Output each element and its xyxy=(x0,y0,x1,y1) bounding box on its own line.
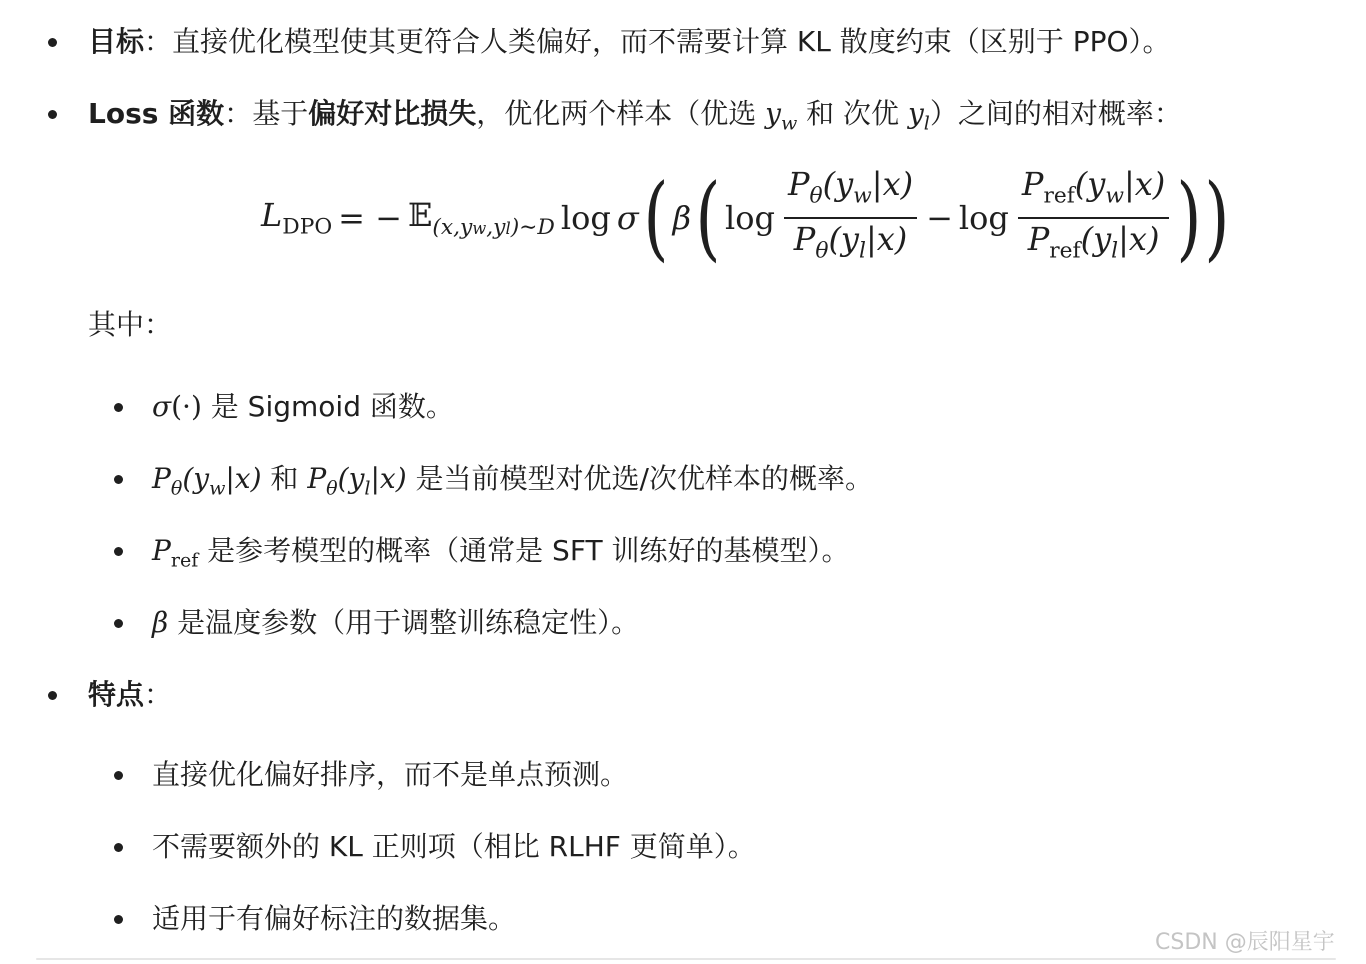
goal-text: 直接优化模型使其更符合人类偏好，而不需要计算 KL 散度约束（区别于 PPO）。 xyxy=(172,25,1171,58)
sub-item-text: 和 xyxy=(261,462,308,495)
loss-text-d: ）之间的相对概率： xyxy=(929,97,1182,130)
fraction-numerator: $P_\theta(y_w|x)$ xyxy=(787,165,914,209)
loss-bold-term: 偏好对比损失 xyxy=(308,97,477,130)
colon: ： xyxy=(144,678,173,711)
bullet-dot xyxy=(48,110,57,119)
sub-bullet-dot xyxy=(114,843,123,852)
sub-item-text: 是 Sigmoid 函数。 xyxy=(201,390,454,423)
formula-sigma: σ xyxy=(616,199,639,237)
math-beta: β xyxy=(152,606,169,639)
colon: ： xyxy=(224,97,253,130)
feature-item: 不需要额外的 KL 正则项（相比 RLHF 更简单）。 xyxy=(152,830,756,863)
sub-bullet-dot xyxy=(114,547,123,556)
bullet-dot xyxy=(48,691,57,700)
math-p-ref: $P_{ref}$ xyxy=(152,534,199,572)
right-paren: ) xyxy=(1176,164,1202,271)
where-label: 其中： xyxy=(88,308,173,341)
features-line xyxy=(88,675,172,715)
fraction-policy xyxy=(784,164,917,271)
loss-line xyxy=(88,94,1182,144)
math-yl: $y_l$ xyxy=(907,97,930,135)
sub-item-text: 是参考模型的概率（通常是 SFT 训练好的基模型）。 xyxy=(198,534,850,567)
colon: ： xyxy=(144,25,173,58)
sub-bullet-dot xyxy=(114,619,123,628)
formula-log1: log xyxy=(724,199,775,237)
loss-text-b: ，优化两个样本（优选 xyxy=(476,97,766,130)
formula-minus: − xyxy=(926,199,953,237)
fraction-numerator: $P_{ref}(y_w|x)$ xyxy=(1021,165,1166,209)
fraction-denominator: $P_\theta(y_l|x)$ xyxy=(793,220,908,264)
sub-item-beta xyxy=(152,603,639,643)
goal-line xyxy=(88,22,1171,62)
watermark: CSDN @辰阳星宇 xyxy=(1155,930,1335,955)
loss-text-c: 和 次优 xyxy=(797,97,908,130)
formula-lhs: $L_{DPO}$ xyxy=(261,196,333,240)
bullet-dot xyxy=(48,38,57,47)
sub-bullet-dot xyxy=(114,475,123,484)
loss-label: Loss 函数 xyxy=(88,97,225,130)
sub-item-sigma xyxy=(152,387,454,427)
formula-log2: log xyxy=(958,199,1009,237)
left-paren: ( xyxy=(695,164,721,271)
math-p-theta-yw: $P_\theta(y_w|x)$ xyxy=(152,462,262,500)
feature-item: 直接优化偏好排序，而不是单点预测。 xyxy=(152,758,629,791)
loss-text-a: 基于 xyxy=(252,97,309,130)
sub-item-p-theta xyxy=(152,459,873,509)
bottom-divider xyxy=(36,958,1336,960)
sub-item-text: 是当前模型对优选/次优样本的概率。 xyxy=(406,462,873,495)
formula-beta: β xyxy=(672,199,692,237)
sub-bullet-dot xyxy=(114,403,123,412)
math-arg: (·) xyxy=(171,390,202,423)
sub-bullet-dot xyxy=(114,771,123,780)
formula-log: log xyxy=(560,199,611,237)
formula-expectation: 𝔼$_{(x,yw,yl)\sim D}$ xyxy=(407,196,555,240)
fraction-reference xyxy=(1018,164,1169,271)
math-p-theta-yl: $P_\theta(y_l|x)$ xyxy=(307,462,407,500)
left-paren: ( xyxy=(643,164,669,271)
dpo-loss-formula xyxy=(258,164,1231,271)
sub-item-text: 是温度参数（用于调整训练稳定性）。 xyxy=(168,606,640,639)
formula-eq: = − xyxy=(338,199,402,237)
math-sigma: σ xyxy=(152,390,172,423)
right-paren: ) xyxy=(1204,164,1230,271)
fraction-denominator: $P_{ref}(y_l|x)$ xyxy=(1027,220,1160,264)
feature-item: 适用于有偏好标注的数据集。 xyxy=(152,902,517,935)
features-label: 特点 xyxy=(88,678,145,711)
goal-label: 目标 xyxy=(88,25,145,58)
sub-bullet-dot xyxy=(114,915,123,924)
math-yw: $y_w$ xyxy=(765,97,798,135)
sub-item-p-ref xyxy=(152,531,849,581)
